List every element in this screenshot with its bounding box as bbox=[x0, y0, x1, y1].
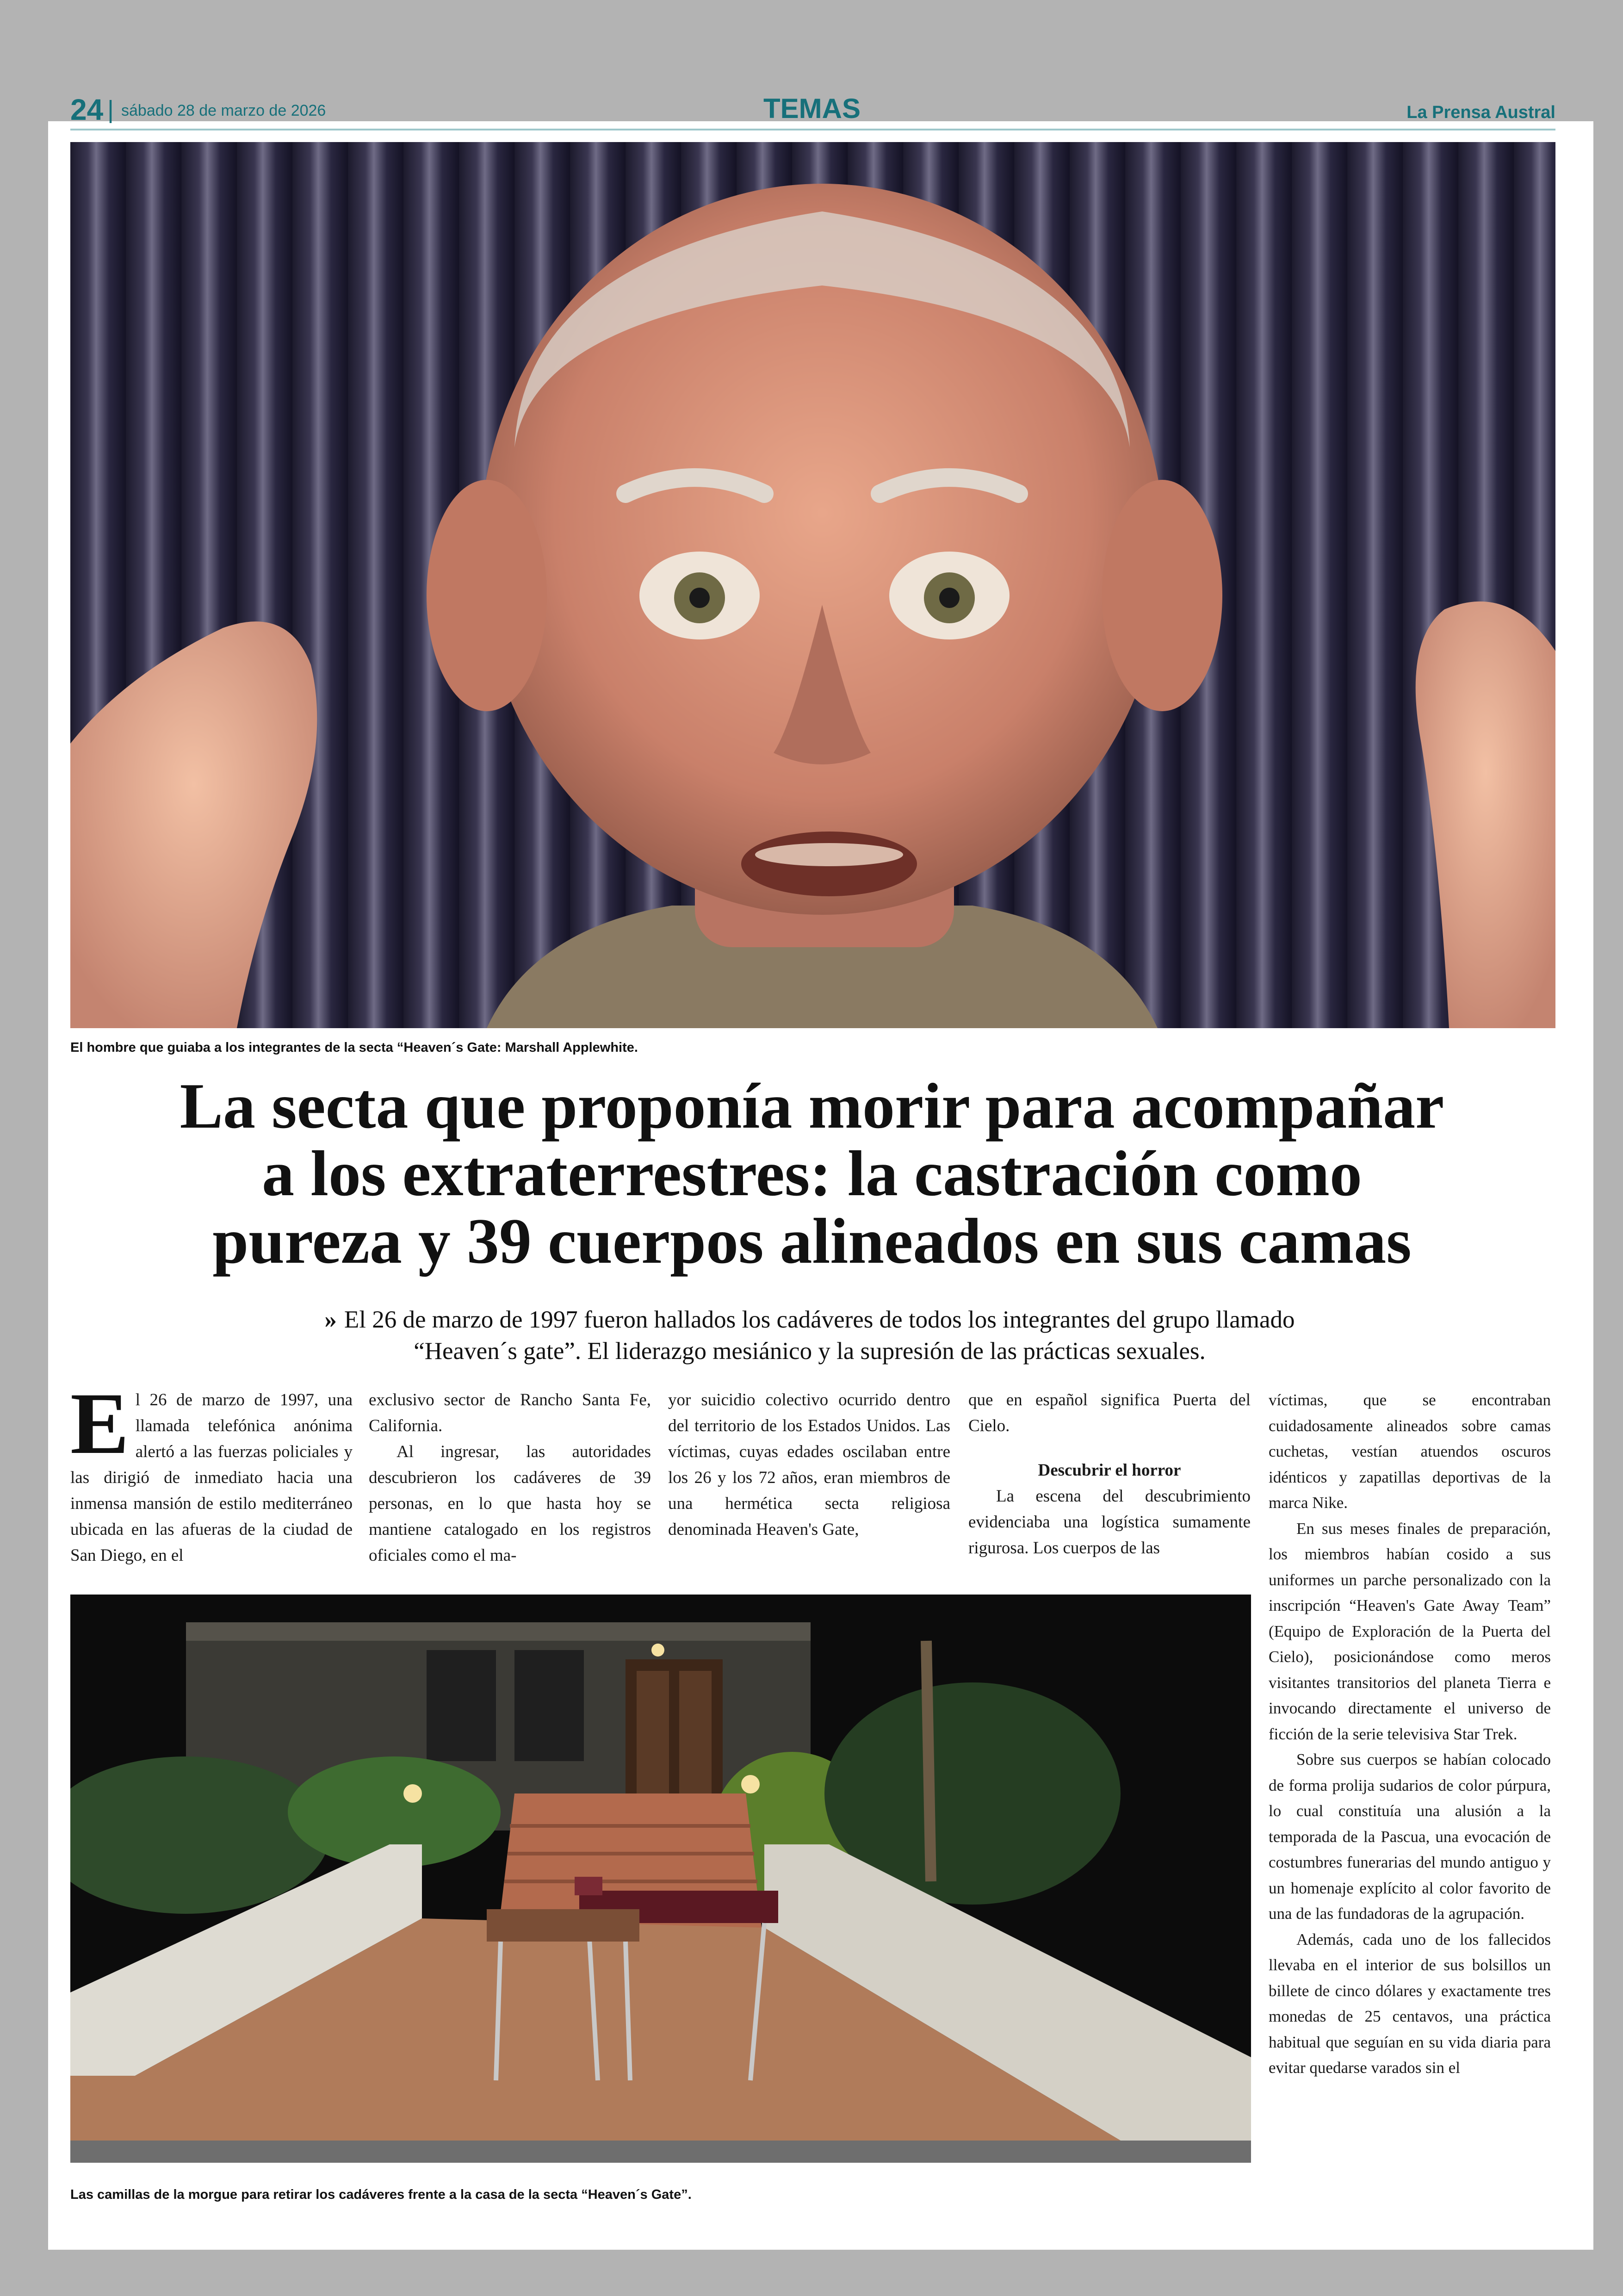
paragraph: que en español significa Puerta del Cielo. bbox=[968, 1390, 1251, 1435]
double-chevron-icon: » bbox=[324, 1306, 337, 1333]
headline-line: pureza y 39 cuerpos alineados en sus camas bbox=[212, 1205, 1412, 1277]
paragraph: Sobre sus cuerpos se habían colocado de forma prolija sudarios de color púrpura, lo cual constituía una alusión a la temporada de la Pascua, una evocación de costumbres funerarias del mundo antiguo y un homenaje explícito al color favorito de una de las fundadoras de la agrupación. bbox=[1269, 1750, 1551, 1923]
section-name: TEMAS bbox=[763, 93, 861, 124]
header-separator: | bbox=[107, 96, 114, 124]
subhead-text: El 26 de marzo de 1997 fueron hallados los cadáveres de todos los integrantes del grupo llamado “Heaven´s gate”. El liderazgo mesiánico y la supresión de las prácticas sexuales. bbox=[344, 1306, 1295, 1365]
header-rule bbox=[70, 129, 1555, 130]
article-column bbox=[968, 1387, 1251, 1561]
paragraph: Al ingresar, las autoridades descubrieron los cadáveres de 39 personas, en lo que hasta hoy se mantiene catalogado en los registros oficiales como el ma- bbox=[369, 1442, 651, 1565]
paragraph: En sus meses finales de preparación, los miembros habían cosido a sus uniformes un parche personalizado con la inscripción “Heaven's Gate Away Team” (Equipo de Exploración de la Puerta del Cielo), posicionándose como meros visitantes transitorios del planeta Tierra e invocando directamente el universo de ficción de la serie televisiva Star Trek. bbox=[1269, 1519, 1551, 1743]
headline-line: a los extraterrestres: la castración como bbox=[262, 1138, 1362, 1210]
house-gurneys-photo bbox=[70, 1595, 1251, 2163]
paragraph: Además, cada uno de los fallecidos llevaba en el interior de sus bolsillos un billete de cinco dólares y exactamente tres monedas de 25 centavos, una práctica habitual que seguían en su vida diaria para evitar quedarse varados sin el bbox=[1269, 1930, 1551, 2077]
section-subtitle: Descubrir el horror bbox=[1038, 1461, 1181, 1480]
article-subhead bbox=[287, 1304, 1332, 1367]
publication-name: La Prensa Austral bbox=[1406, 103, 1555, 122]
article-headline bbox=[120, 1070, 1504, 1277]
leader-portrait-photo bbox=[70, 142, 1555, 1028]
top-photo-caption: El hombre que guiaba a los integrantes de la secta “Heaven´s Gate: Marshall Applewhite. bbox=[70, 1040, 638, 1055]
article-column bbox=[70, 1375, 353, 1569]
page-number: 24 bbox=[70, 93, 104, 126]
headline-line: La secta que proponía morir para acompañar bbox=[180, 1070, 1444, 1142]
paragraph: La escena del descubrimiento evidenciaba una logística sumamente rigurosa. Los cuerpos de las bbox=[968, 1487, 1251, 1558]
paragraph: yor suicidio colectivo ocurrido dentro del territorio de los Estados Unidos. Las víctimas, cuyas edades oscilaban entre los 26 y los 72 años, eran miembros de una hermética secta religiosa denominada Heaven's Gate, bbox=[668, 1390, 950, 1539]
article-column bbox=[668, 1387, 950, 1543]
article-column bbox=[1269, 1387, 1551, 2081]
article-column bbox=[369, 1387, 651, 1569]
paragraph: víctimas, que se encontraban cuidadosamente alineados sobre camas cuchetas, vestían atuendos oscuros idénticos y zapatillas deportivas de la marca Nike. bbox=[1269, 1391, 1551, 1512]
bottom-photo-caption: Las camillas de la morgue para retirar los cadáveres frente a la casa de la secta “Heaven´s Gate”. bbox=[70, 2187, 692, 2202]
paragraph: l 26 de marzo de 1997, una llamada telefónica anónima alertó a las fuerzas policiales y las dirigió de inmediato hacia una inmensa mansión de estilo mediterráneo ubicada en las afueras de la ciudad de San Diego, en el bbox=[70, 1390, 353, 1565]
paragraph: exclusivo sector de Rancho Santa Fe, California. bbox=[369, 1390, 651, 1435]
drop-cap: E bbox=[70, 1375, 129, 1472]
issue-date: sábado 28 de marzo de 2026 bbox=[121, 102, 326, 119]
